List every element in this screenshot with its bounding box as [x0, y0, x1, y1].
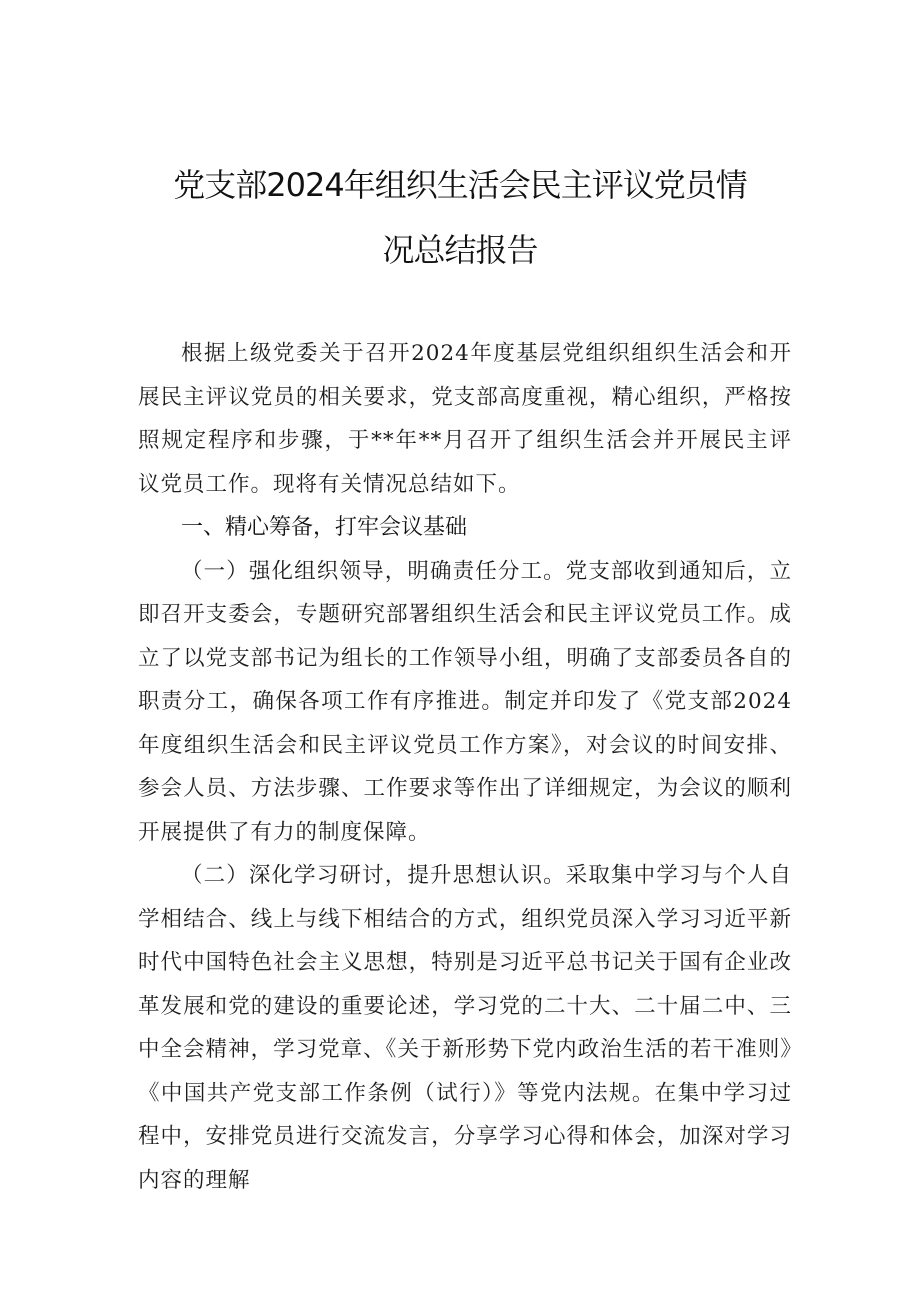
section-1-item-2: （二）深化学习研讨，提升思想认识。采取集中学习与个人自学相结合、线上与线下相结合的方式，组织党员深入学习习近平新时代中国特色社会主义思想，特别是习近平总书记关于国有企业改革发展和党的建设的重要论述，学习党的二十大、二十届二中、三中全会精神，学习党章、《关于新形势下党内政治生活的若干准则》《中国共产党支部工作条例（试行）》等党内法规。在集中学习过程中，安排党员进行交流发言，分享学习心得和体会，加深对学习内容的理解	[138, 863, 792, 1193]
document-title-line-1: 党支部2024年组织生活会民主评议党员情	[173, 166, 747, 204]
document-title-line-2: 况总结报告	[382, 231, 538, 269]
intro-paragraph: 根据上级党委关于召开2024年度基层党组织组织生活会和开展民主评议党员的相关要求，党支部高度重视，精心组织，严格按照规定程序和步骤，于**年**月召开了组织生活会并开展民主评议党员工作。现将有关情况总结如下。	[138, 341, 792, 497]
section-1-item-1: （一）强化组织领导，明确责任分工。党支部收到通知后，立即召开支委会，专题研究部署组织生活会和民主评议党员工作。成立了以党支部书记为组长的工作领导小组，明确了支部委员各自的职责分工，确保各项工作有序推进。制定并印发了《党支部2024年度组织生活会和民主评议党员工作方案》，对会议的时间安排、参会人员、方法步骤、工作要求等作出了详细规定，为会议的顺利开展提供了有力的制度保障。	[138, 558, 792, 845]
document-body	[138, 332, 792, 1202]
section-heading-1: 一、精心筹备，打牢会议基础	[181, 515, 468, 540]
